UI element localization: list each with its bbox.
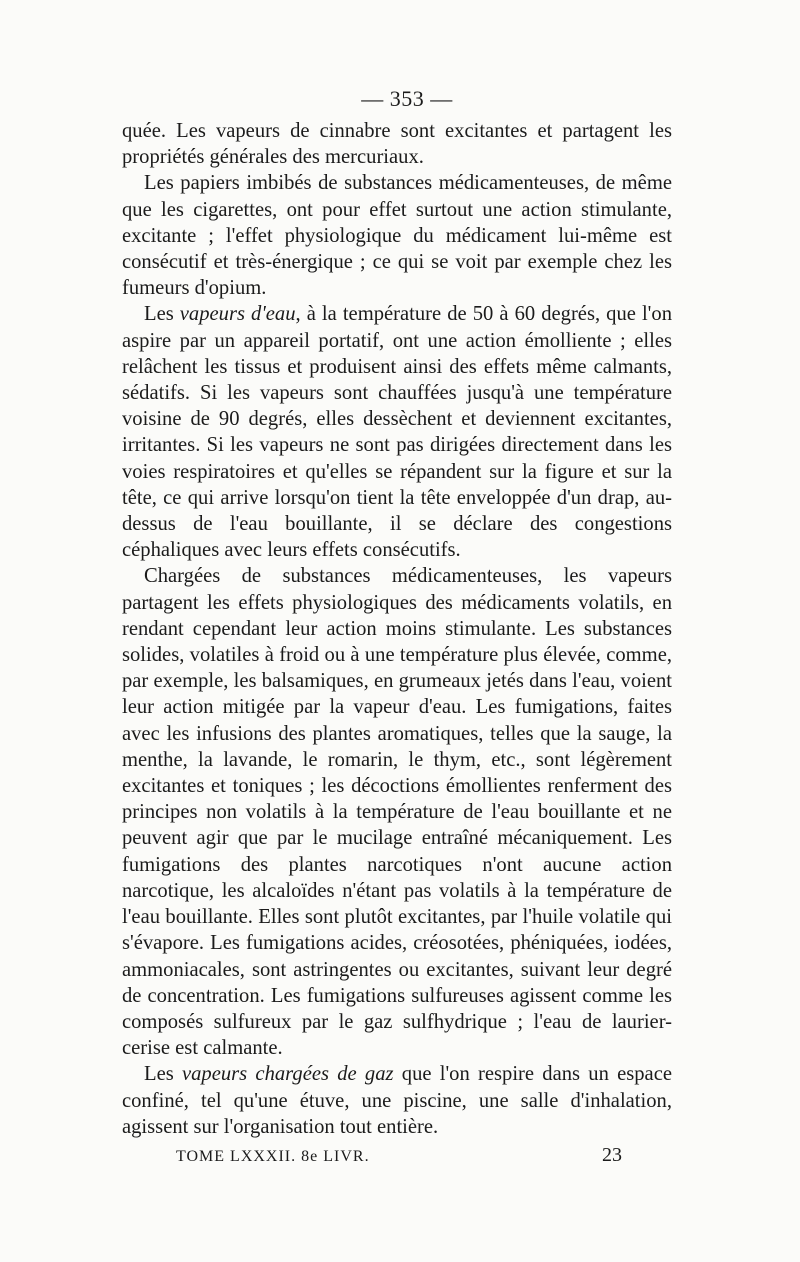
body-text <box>122 118 672 1140</box>
paragraph-3-text-a: Les <box>144 303 180 326</box>
paragraph-4-text: Chargées de substances médicamenteuses, les vapeurs partagent les effets physiologiques des médicaments volatils, en rendant cependant leur action moins stimulante. Les substances solides, volatiles à froid ou à une température plus élevée, comme, par exemple, les balsamiques, en grumeaux jetés dans l'eau, voient leur action mitigée par la vapeur d'eau. Les fumigations, faites avec les infusions des plantes aromatiques, telles que la sauge, la menthe, la lavande, le romarin, le thym, etc., sont légèrement excitantes et toniques ; les décoctions émollientes renferment des principes non volatils à la température de l'eau bouillante et ne peuvent agir que par le mucilage entraîné mécaniquement. Les fumigations des plantes narcotiques n'ont aucune action narcotique, les alcaloïdes n'étant pas volatils à la température de l'eau bouillante. Elles sont plutôt excitantes, par l'huile volatile qui s'évapore. Les fumigations acides, créosotées, phéniquées, iodées, ammoniacales, sont astringentes ou excitantes, suivant leur degré de concentration. Les fumigations sulfureuses agissent comme les composés sulfureux par le gaz sulfhydrique ; l'eau de laurier-cerise est calmante. <box>122 565 672 1060</box>
paragraph-2 <box>122 170 672 301</box>
paragraph-4 <box>122 563 672 1061</box>
paragraph-1-text: quée. Les vapeurs de cinnabre sont excitantes et partagent les propriétés générales des mercuriaux. <box>122 120 672 169</box>
paragraph-3-text-b: , à la température de 50 à 60 degrés, que l'on aspire par un appareil portatif, ont une action émolliente ; elles relâchent les tissus et produisent ainsi des effets même calmants, sédatifs. Si les vapeurs sont chauffées jusqu'à une température voisine de 90 degrés, elles dessèchent et deviennent excitantes, irritantes. Si les vapeurs ne sont pas dirigées directement dans les voies respiratoires et qu'elles se répandent sur la figure et sur la tête, ce qui arrive lorsqu'on tient la tête enveloppée d'un drap, au-dessus de l'eau bouillante, il se déclare des congestions céphaliques avec leurs effets consécutifs. <box>122 303 672 562</box>
paragraph-5-text-b: que l'on respire dans un espace confiné, tel qu'une étuve, une piscine, une salle d'inhalation, agissent sur l'organisation tout entière. <box>122 1063 672 1138</box>
paragraph-3 <box>122 301 672 563</box>
paragraph-5-text-a: Les <box>144 1063 182 1086</box>
paragraph-2-text: Les papiers imbibés de substances médicamenteuses, de même que les cigarettes, ont pour effet surtout une action stimulante, excitante ; l'effet physiologique du médicament lui-même est consécutif et très-énergique ; ce qui se voit par exemple chez les fumeurs d'opium. <box>122 172 672 300</box>
document-page <box>122 84 672 1170</box>
footer-signature-number: 23 <box>602 1143 622 1166</box>
page-number: — 353 — <box>361 86 453 111</box>
paragraph-1 <box>122 118 672 170</box>
paragraph-3-italic-term: vapeurs d'eau <box>179 303 296 326</box>
paragraph-5-italic-term: vapeurs chargées de gaz <box>181 1063 394 1086</box>
page-footer <box>122 1142 672 1170</box>
paragraph-5 <box>122 1061 672 1140</box>
footer-volume-label: TOME LXXXII. 8e LIVR. <box>176 1147 370 1165</box>
